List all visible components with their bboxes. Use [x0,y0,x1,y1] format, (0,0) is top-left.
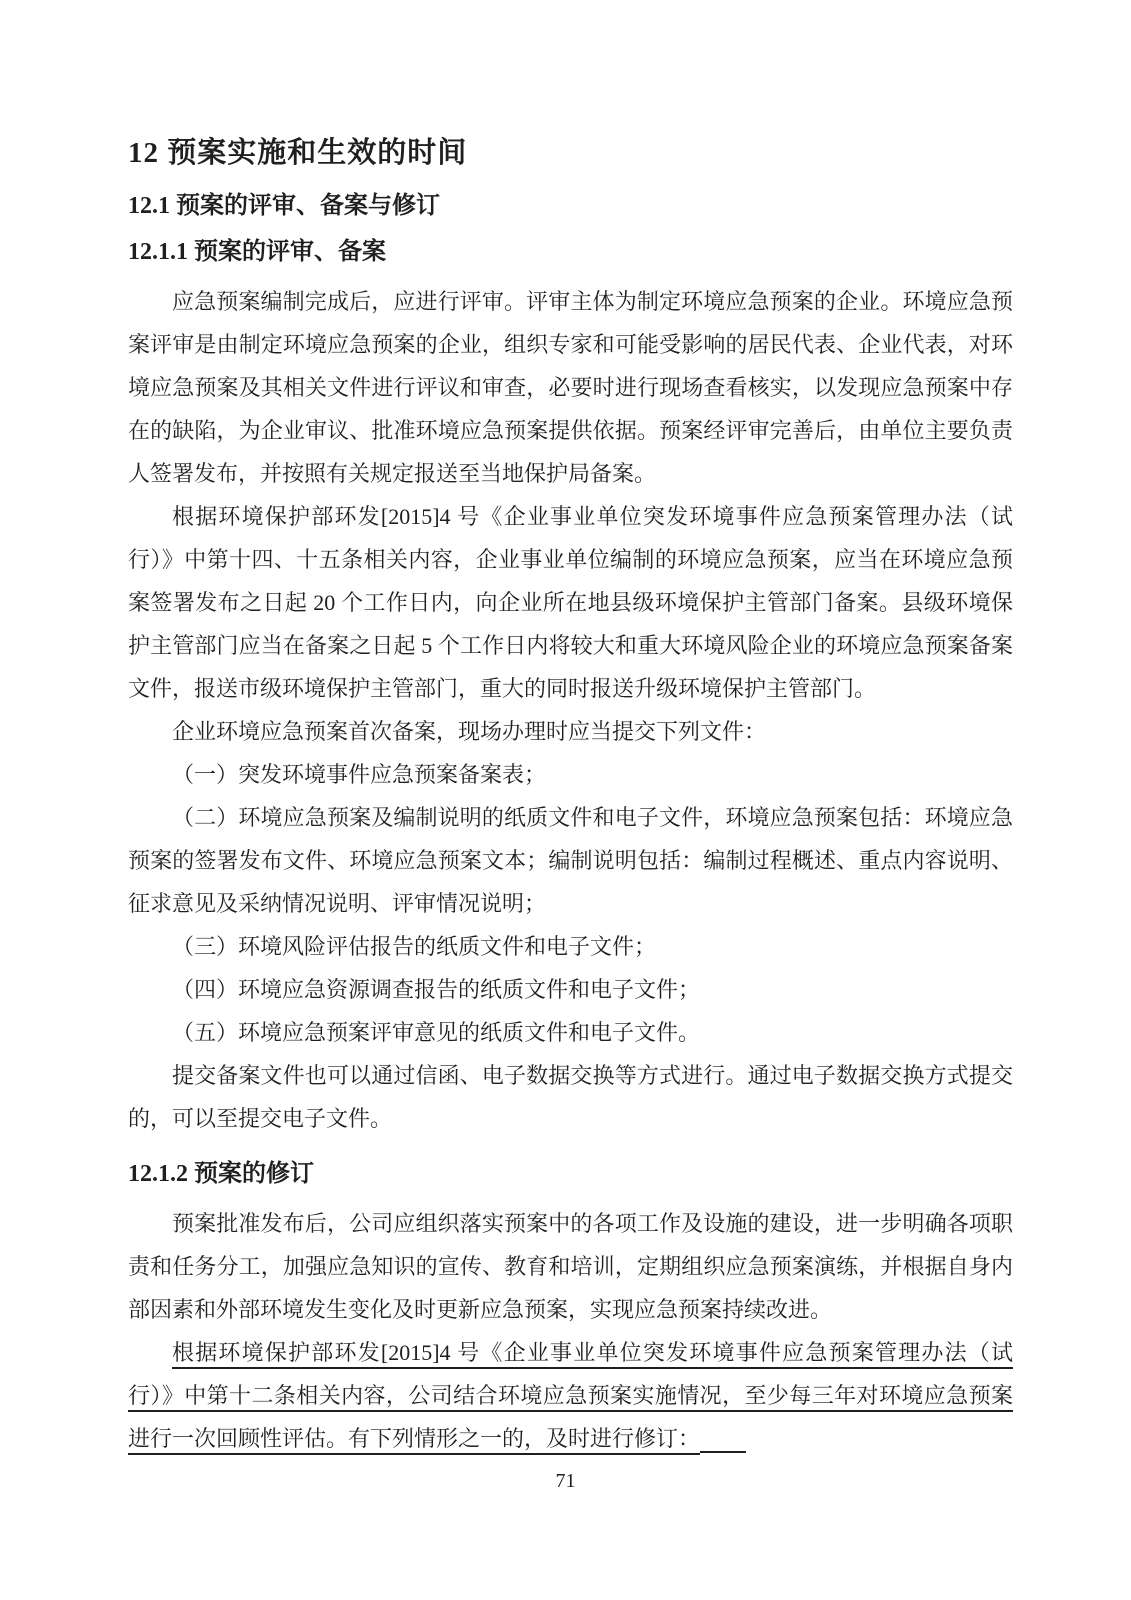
list-item-3: （三）环境风险评估报告的纸质文件和电子文件； [172,934,657,959]
list-item-4: （四）环境应急资源调查报告的纸质文件和电子文件； [172,977,701,1002]
subsection-heading-12-1-1: 12.1.1 预案的评审、备案 [128,239,386,265]
paragraph-first-filing-intro: 企业环境应急预案首次备案，现场办理时应当提交下列文件： [172,719,767,744]
paragraph-revision-regulation-underlined [128,1331,1013,1460]
underline-extension [700,1450,746,1453]
underlined-text: 根据环境保护部环发[2015]4 号《企业事业单位突发环境事件应急预案管理办法（试行）》中第十二条相关内容，公司结合环境应急预案实施情况，至少每三年对环境应急预案进行一次回顾性评估。有下列情形之一的，及时进行修订： [128,1340,1013,1451]
section-heading-12-1: 12.1 预案的评审、备案与修订 [128,193,440,219]
paragraph-review-process: 应急预案编制完成后，应进行评审。评审主体为制定环境应急预案的企业。环境应急预案评审是由制定环境应急预案的企业，组织专家和可能受影响的居民代表、企业代表，对环境应急预案及其相关文件进行评议和审查，必要时进行现场查看核实，以发现应急预案中存在的缺陷，为企业审议、批准环境应急预案提供依据。预案经评审完善后，由单位主要负责人签署发布，并按照有关规定报送至当地保护局备案。 [128,289,1013,486]
paragraph-revision-implementation: 预案批准发布后，公司应组织落实预案中的各项工作及设施的建设，进一步明确各项职责和任务分工，加强应急知识的宣传、教育和培训，定期组织应急预案演练，并根据自身内部因素和外部环境发生变化及时更新应急预案，实现应急预案持续改进。 [128,1211,1013,1322]
paragraph-filing-regulation: 根据环境保护部环发[2015]4 号《企业事业单位突发环境事件应急预案管理办法（试行）》中第十四、十五条相关内容，企业事业单位编制的环境应急预案，应当在环境应急预案签署发布之日起 20 个工作日内，向企业所在地县级环境保护主管部门备案。县级环境保护主管部门应当在备案之日起 5 个工作日内将较大和重大环境风险企业的环境应急预案备案文件，报送市级环境保护主管部门，重大的同时报送升级环境保护主管部门。 [128,504,1013,701]
list-item-2: （二）环境应急预案及编制说明的纸质文件和电子文件，环境应急预案包括：环境应急预案的签署发布文件、环境应急预案文本；编制说明包括：编制过程概述、重点内容说明、征求意见及采纳情况说明、评审情况说明； [128,805,1013,916]
list-item-5: （五）环境应急预案评审意见的纸质文件和电子文件。 [172,1020,701,1045]
page-number: 71 [555,1470,576,1492]
paragraph-submission-methods: 提交备案文件也可以通过信函、电子数据交换等方式进行。通过电子数据交换方式提交的，可以至提交电子文件。 [128,1063,1013,1131]
list-item-1: （一）突发环境事件应急预案备案表； [172,762,547,787]
chapter-heading: 12 预案实施和生效的时间 [128,137,468,169]
subsection-heading-12-1-2: 12.1.2 预案的修订 [128,1161,314,1187]
